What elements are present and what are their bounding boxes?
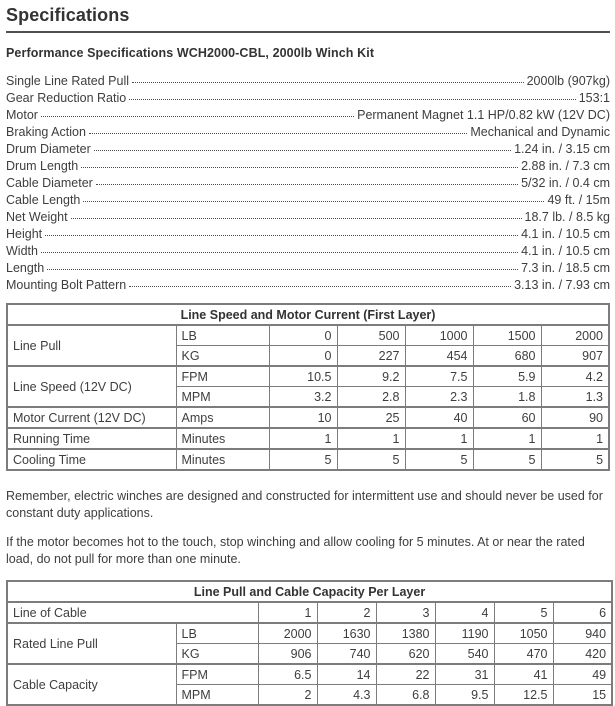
- spec-label: Mounting Bolt Pattern: [6, 278, 127, 292]
- value-cell: 1000: [405, 325, 473, 346]
- spec-row: [6, 226, 610, 243]
- value-cell: 5.9: [473, 366, 541, 387]
- dotted-leader: [89, 133, 467, 134]
- line-speed-table-body: [7, 304, 609, 470]
- value-cell: 1630: [317, 623, 376, 644]
- table-row: [7, 428, 609, 449]
- table-header-row: [7, 602, 612, 623]
- note-intermittent-use: Remember, electric winches are designed and constructed for intermittent use and should never be used for constant duty applications.: [6, 489, 603, 520]
- spec-row: [6, 158, 610, 175]
- value-cell: 2000: [258, 623, 317, 644]
- value-cell: 14: [317, 664, 376, 685]
- row-label: Running Time: [7, 428, 176, 449]
- value-cell: 1380: [376, 623, 435, 644]
- spec-row: [6, 107, 610, 124]
- dotted-leader: [47, 269, 518, 270]
- dotted-leader: [81, 167, 518, 168]
- page-title: Specifications: [6, 5, 130, 25]
- spec-label: Gear Reduction Ratio: [6, 91, 127, 105]
- value-cell: 680: [473, 346, 541, 367]
- value-cell: 10: [269, 407, 337, 428]
- value-cell: 7.5: [405, 366, 473, 387]
- row-label: Line of Cable: [7, 602, 258, 623]
- spec-label: Single Line Rated Pull: [6, 74, 129, 88]
- unit-cell: LB: [176, 325, 269, 346]
- value-cell: 60: [473, 407, 541, 428]
- dotted-leader: [45, 235, 518, 236]
- value-cell: 1: [337, 428, 405, 449]
- value-cell: 2000: [541, 325, 609, 346]
- spec-value: 153:1: [578, 91, 610, 105]
- dotted-leader: [83, 201, 544, 202]
- value-cell: 9.5: [435, 685, 494, 706]
- value-cell: 2.8: [337, 387, 405, 408]
- value-cell: 0: [269, 325, 337, 346]
- spec-row: [6, 192, 610, 209]
- unit-cell: MPM: [176, 387, 269, 408]
- value-cell: 5: [269, 449, 337, 470]
- value-cell: 4.2: [541, 366, 609, 387]
- value-cell: 906: [258, 644, 317, 665]
- capacity-table: [6, 580, 613, 706]
- value-cell: 41: [494, 664, 553, 685]
- table-row: [7, 623, 612, 644]
- spec-value: Permanent Magnet 1.1 HP/0.82 kW (12V DC): [357, 108, 610, 122]
- spec-value: 2.88 in. / 7.3 cm: [521, 159, 610, 173]
- spec-row: [6, 260, 610, 277]
- value-cell: 9.2: [337, 366, 405, 387]
- spec-list: [6, 73, 610, 294]
- unit-cell: Minutes: [176, 428, 269, 449]
- spec-value: 2000lb (907kg): [526, 74, 610, 88]
- table-title-row: [7, 581, 612, 602]
- value-cell: 1.8: [473, 387, 541, 408]
- dotted-leader: [129, 286, 511, 287]
- dotted-leader: [41, 252, 518, 253]
- value-cell: 1050: [494, 623, 553, 644]
- row-label: Cooling Time: [7, 449, 176, 470]
- spec-row: [6, 243, 610, 260]
- section-subtitle: Performance Specifications WCH2000-CBL, 2000lb Winch Kit: [6, 46, 375, 60]
- table-title: Line Speed and Motor Current (First Layer): [7, 304, 609, 325]
- unit-cell: KG: [176, 346, 269, 367]
- spec-row: [6, 277, 610, 294]
- value-cell: 2: [317, 602, 376, 623]
- value-cell: 40: [405, 407, 473, 428]
- dotted-leader: [96, 184, 518, 185]
- value-cell: 15: [553, 685, 612, 706]
- spec-value: 4.1 in. / 10.5 cm: [521, 244, 610, 258]
- spec-label: Braking Action: [6, 125, 86, 139]
- value-cell: 1: [269, 428, 337, 449]
- spec-label: Net Weight: [6, 210, 68, 224]
- value-cell: 22: [376, 664, 435, 685]
- line-speed-table: [6, 303, 610, 471]
- spec-row: [6, 175, 610, 192]
- spec-row: [6, 90, 610, 107]
- table-row: [7, 325, 609, 346]
- table-row: [7, 366, 609, 387]
- spec-label: Cable Length: [6, 193, 81, 207]
- value-cell: 500: [337, 325, 405, 346]
- dotted-leader: [129, 99, 576, 100]
- title-rule: [6, 31, 610, 33]
- value-cell: 5: [337, 449, 405, 470]
- value-cell: 420: [553, 644, 612, 665]
- value-cell: 5: [473, 449, 541, 470]
- spec-value: 7.3 in. / 18.5 cm: [521, 261, 610, 275]
- value-cell: 1500: [473, 325, 541, 346]
- value-cell: 454: [405, 346, 473, 367]
- spec-value: 18.7 lb. / 8.5 kg: [524, 210, 610, 224]
- value-cell: 1: [405, 428, 473, 449]
- value-cell: 620: [376, 644, 435, 665]
- value-cell: 540: [435, 644, 494, 665]
- spec-value: 4.1 in. / 10.5 cm: [521, 227, 610, 241]
- value-cell: 3.2: [269, 387, 337, 408]
- value-cell: 940: [553, 623, 612, 644]
- row-label: Line Speed (12V DC): [7, 366, 176, 407]
- spec-row: [6, 141, 610, 158]
- value-cell: 49: [553, 664, 612, 685]
- spec-value: 3.13 in. / 7.93 cm: [514, 278, 610, 292]
- value-cell: 907: [541, 346, 609, 367]
- value-cell: 5: [405, 449, 473, 470]
- spec-label: Cable Diameter: [6, 176, 93, 190]
- spec-row: [6, 73, 610, 90]
- table-row: [7, 407, 609, 428]
- unit-cell: LB: [176, 623, 258, 644]
- spec-row: [6, 124, 610, 141]
- value-cell: 6: [553, 602, 612, 623]
- spec-label: Height: [6, 227, 43, 241]
- dotted-leader: [94, 150, 511, 151]
- row-label: Motor Current (12V DC): [7, 407, 176, 428]
- spec-row: [6, 209, 610, 226]
- dotted-leader: [132, 82, 524, 83]
- value-cell: 25: [337, 407, 405, 428]
- value-cell: 740: [317, 644, 376, 665]
- spec-label: Drum Diameter: [6, 142, 91, 156]
- value-cell: 3: [376, 602, 435, 623]
- row-label: Cable Capacity: [7, 664, 176, 705]
- value-cell: 0: [269, 346, 337, 367]
- table-row: [7, 449, 609, 470]
- value-cell: 2: [258, 685, 317, 706]
- value-cell: 1190: [435, 623, 494, 644]
- value-cell: 12.5: [494, 685, 553, 706]
- value-cell: 5: [541, 449, 609, 470]
- unit-cell: Minutes: [176, 449, 269, 470]
- unit-cell: FPM: [176, 366, 269, 387]
- value-cell: 90: [541, 407, 609, 428]
- value-cell: 1: [258, 602, 317, 623]
- value-cell: 1: [473, 428, 541, 449]
- unit-cell: FPM: [176, 664, 258, 685]
- value-cell: 1.3: [541, 387, 609, 408]
- dotted-leader: [71, 218, 522, 219]
- row-label: Line Pull: [7, 325, 176, 366]
- spec-value: 49 ft. / 15m: [547, 193, 610, 207]
- unit-cell: MPM: [176, 685, 258, 706]
- spec-label: Width: [6, 244, 38, 258]
- value-cell: 6.5: [258, 664, 317, 685]
- value-cell: 227: [337, 346, 405, 367]
- row-label: Rated Line Pull: [7, 623, 176, 664]
- value-cell: 4: [435, 602, 494, 623]
- unit-cell: KG: [176, 644, 258, 665]
- value-cell: 6.8: [376, 685, 435, 706]
- spec-label: Drum Length: [6, 159, 79, 173]
- value-cell: 31: [435, 664, 494, 685]
- table-title-row: [7, 304, 609, 325]
- capacity-table-body: [7, 581, 612, 705]
- unit-cell: Amps: [176, 407, 269, 428]
- table-title: Line Pull and Cable Capacity Per Layer: [7, 581, 612, 602]
- spec-value: Mechanical and Dynamic: [470, 125, 610, 139]
- note-cooling: If the motor becomes hot to the touch, stop winching and allow cooling for 5 minutes. At or near the rated load, do not pull for more than one minute.: [6, 535, 585, 566]
- spec-value: 1.24 in. / 3.15 cm: [514, 142, 610, 156]
- value-cell: 1: [541, 428, 609, 449]
- value-cell: 5: [494, 602, 553, 623]
- value-cell: 10.5: [269, 366, 337, 387]
- table-row: [7, 664, 612, 685]
- value-cell: 2.3: [405, 387, 473, 408]
- dotted-leader: [41, 116, 354, 117]
- value-cell: 470: [494, 644, 553, 665]
- spec-label: Length: [6, 261, 45, 275]
- spec-label: Motor: [6, 108, 38, 122]
- value-cell: 4.3: [317, 685, 376, 706]
- spec-value: 5/32 in. / 0.4 cm: [521, 176, 610, 190]
